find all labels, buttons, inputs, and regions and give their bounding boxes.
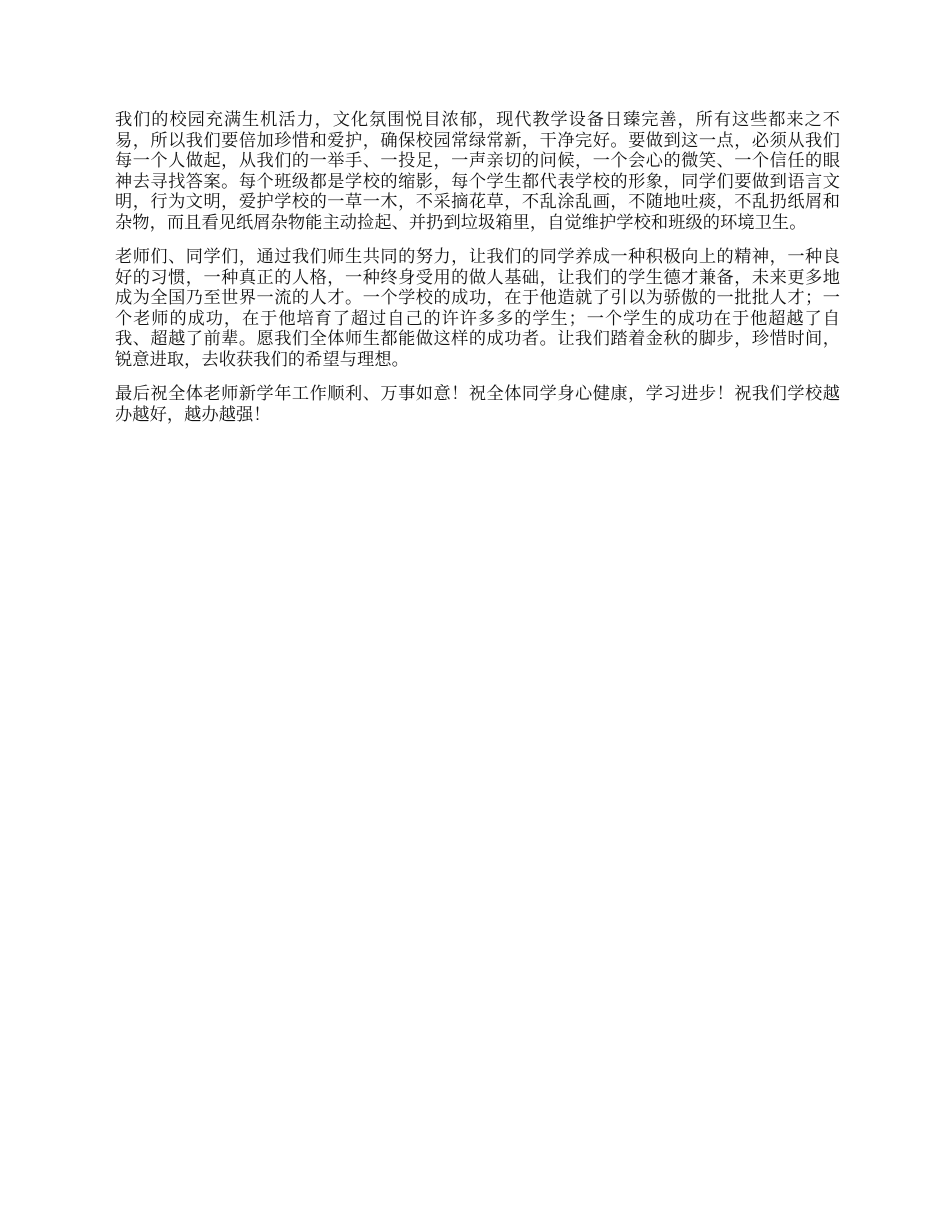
paragraph-success: 老师们、同学们，通过我们师生共同的努力，让我们的同学养成一种积极向上的精神，一种良好的习惯，一种真正的人格，一种终身受用的做人基础，让我们的学生德才兼备，未来更多地成为全国乃至世界一流的人才。一个学校的成功，在于他造就了引以为骄傲的一批批人才；一个老师的成功，在于他培育了超过自己的许许多多的学生；一个学生的成功在于他超越了自我、超越了前辈。愿我们全体师生都能做这样的成功者。让我们踏着金秋的脚步，珍惜时间，锐意进取，去收获我们的希望与理想。	[115, 247, 840, 370]
paragraph-closing-wishes: 最后祝全体老师新学年工作顺利、万事如意！祝全体同学身心健康，学习进步！祝我们学校越办越好，越办越强！	[115, 384, 840, 425]
paragraph-campus-care: 我们的校园充满生机活力，文化氛围悦目浓郁，现代教学设备日臻完善，所有这些都来之不易，所以我们要倍加珍惜和爱护，确保校园常绿常新，干净完好。要做到这一点，必须从我们每一个人做起，从我们的一举手、一投足，一声亲切的问候，一个会心的微笑、一个信任的眼神去寻找答案。每个班级都是学校的缩影，每个学生都代表学校的形象，同学们要做到语言文明，行为文明，爱护学校的一草一木，不采摘花草，不乱涂乱画，不随地吐痰，不乱扔纸屑和杂物，而且看见纸屑杂物能主动捡起、并扔到垃圾箱里，自觉维护学校和班级的环境卫生。	[115, 110, 840, 233]
document-body	[115, 110, 840, 439]
